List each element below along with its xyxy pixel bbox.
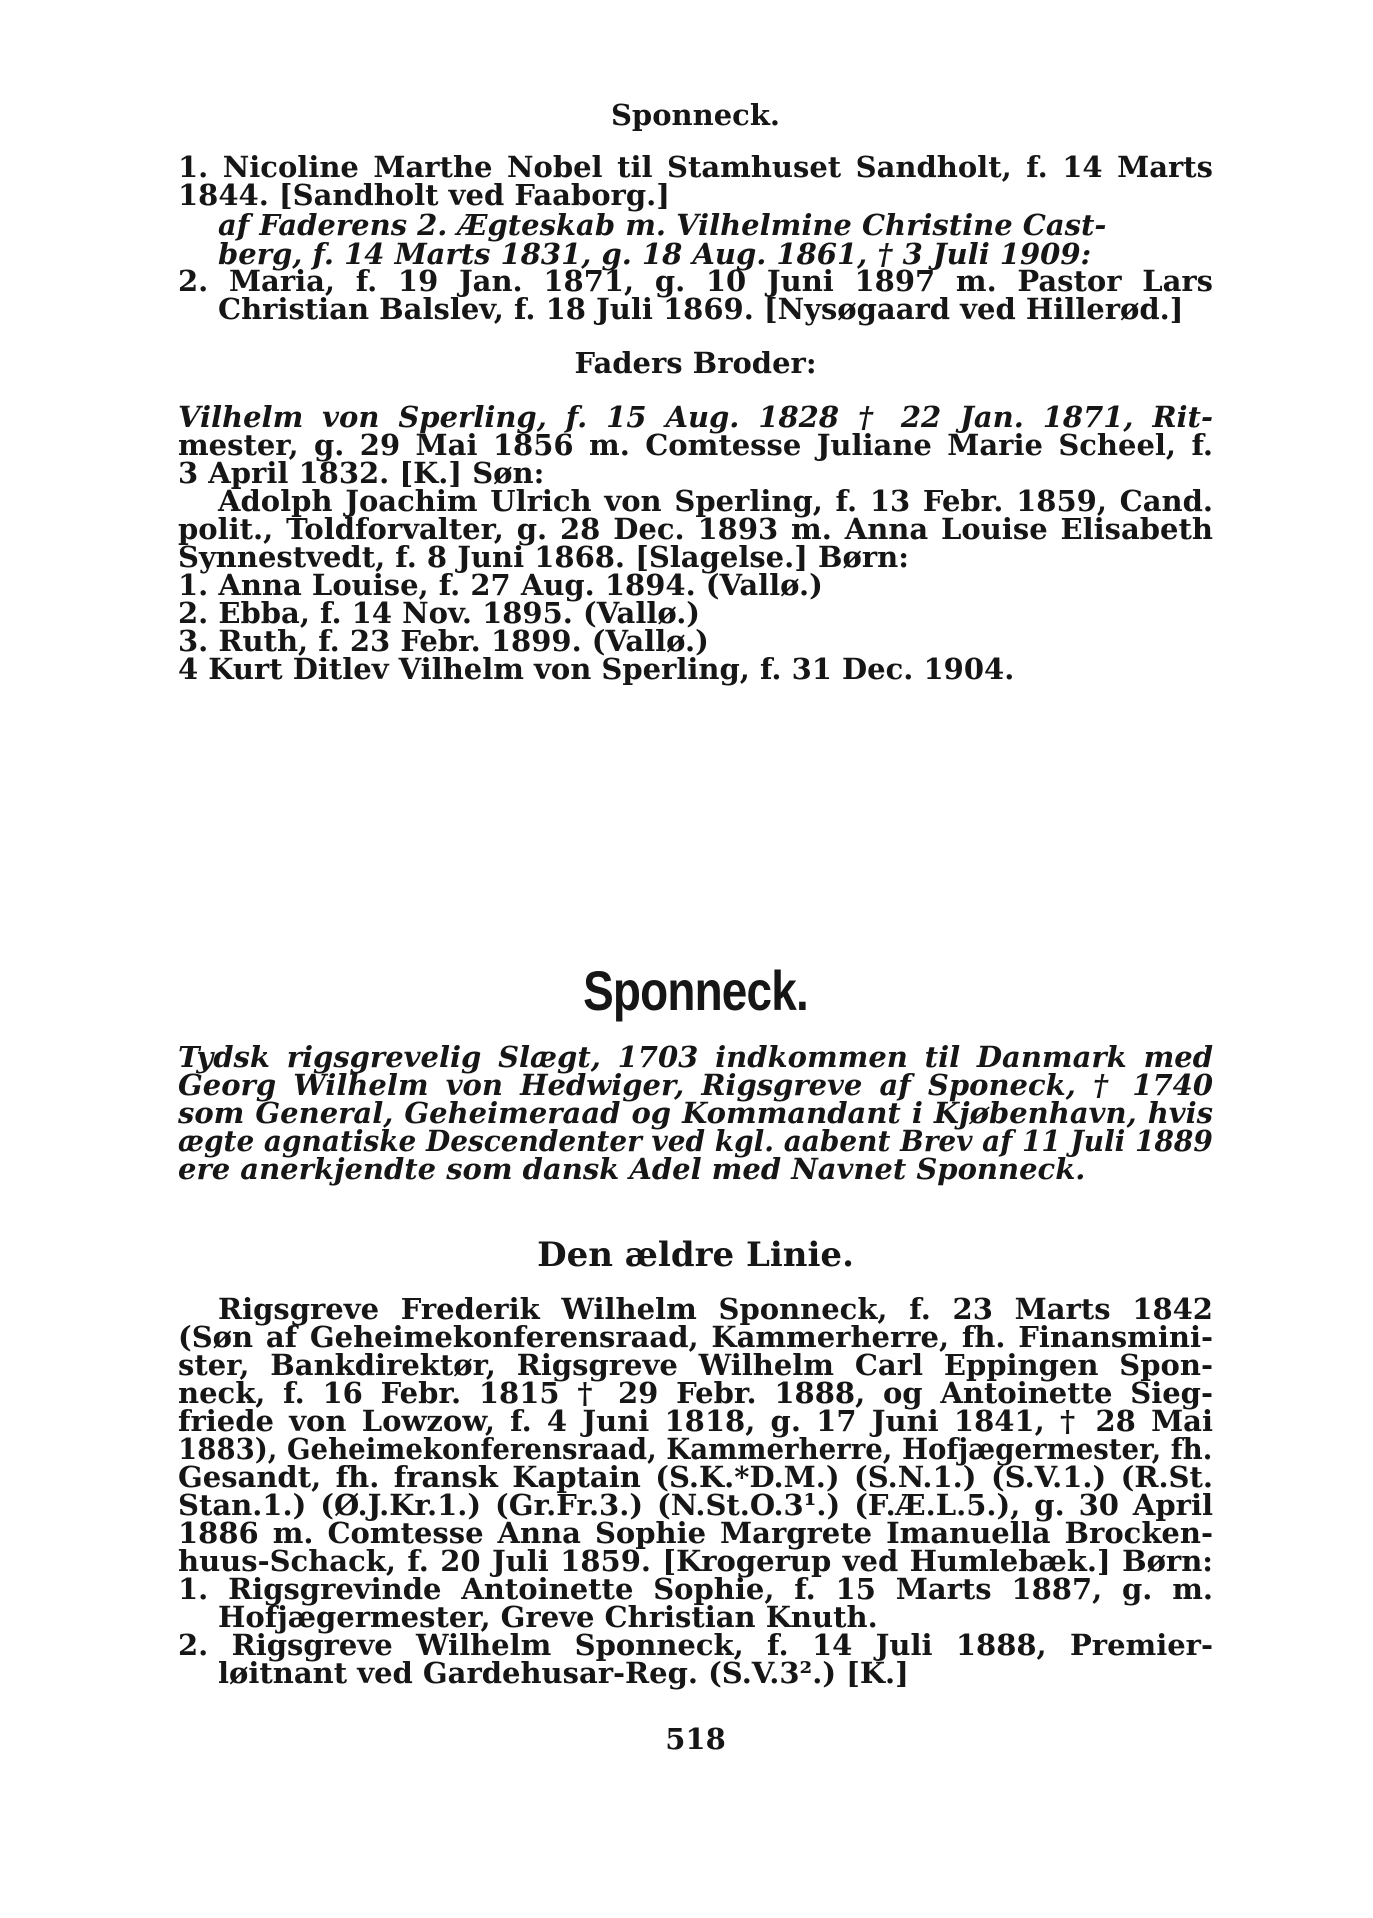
text-line: løitnant ved Gardehusar-Reg. (S.V.3².) [K.] [218, 1656, 909, 1690]
intro-line: Georg Wilhelm von Hedwiger, Rigsgreve af Sponeck, † 1740 [178, 1068, 1213, 1102]
text-line: 1. Rigsgrevinde Antoinette Sophie, f. 15 Marts 1887, g. m. [178, 1572, 1213, 1606]
text-line: 2. Ebba, f. 14 Nov. 1895. (Vallø.) [178, 596, 701, 630]
subsection-title: Den ældre Linie. [537, 1235, 854, 1275]
text-line: Hofjægermester, Greve Christian Knuth. [218, 1600, 878, 1634]
text-line: 1883), Geheimekonferensraad, Kammerherre, Hofjægermester, fh. [178, 1432, 1213, 1466]
text-line: Gesandt, fh. fransk Kaptain (S.K.*D.M.) (S.N.1.) (S.V.1.) (R.St. [178, 1460, 1213, 1494]
text-line: neck, f. 16 Febr. 1815 † 29 Febr. 1888, og Antoinette Sieg- [178, 1376, 1213, 1410]
text-line: Adolph Joachim Ulrich von Sperling, f. 13 Febr. 1859, Cand. [218, 484, 1213, 518]
text-line: friede von Lowzow, f. 4 Juni 1818, g. 17 Juni 1841, † 28 Mai [178, 1404, 1213, 1438]
section-title: Sponneck. [583, 959, 808, 1022]
text-line: 3. Ruth, f. 23 Febr. 1899. (Vallø.) [178, 624, 709, 658]
running-header: Sponneck. [610, 98, 781, 132]
text-line: 1844. [Sandholt ved Faaborg.] [178, 178, 670, 212]
text-line: 2. Rigsgreve Wilhelm Sponneck, f. 14 Juli 1888, Premier- [178, 1628, 1213, 1662]
text-line: berg, f. 14 Marts 1831, g. 18 Aug. 1861, † 3 Juli 1909: [218, 237, 1092, 271]
intro-line: som General, Geheimeraad og Kommandant i Kjøbenhavn, hvis [178, 1096, 1213, 1130]
text-line: 2. Maria, f. 19 Jan. 1871, g. 10 Juni 1897 m. Pastor Lars [178, 264, 1213, 298]
text-line: ster, Bankdirektør, Rigsgreve Wilhelm Carl Eppingen Spon- [178, 1348, 1213, 1382]
text-line: huus-Schack, f. 20 Juli 1859. [Krogerup ved Humlebæk.] Børn: [178, 1544, 1213, 1578]
intro-line: Tydsk rigsgrevelig Slægt, 1703 indkommen til Danmark med [178, 1040, 1213, 1074]
text-line: (Søn af Geheimekonferensraad, Kammerherre, fh. Finansmini- [178, 1320, 1213, 1354]
text-line: Rigsgreve Frederik Wilhelm Sponneck, f. 23 Marts 1842 [218, 1292, 1213, 1326]
text-line: polit., Toldforvalter, g. 28 Dec. 1893 m. Anna Louise Elisabeth [178, 512, 1213, 546]
intro-line: ere anerkjendte som dansk Adel med Navnet Sponneck. [178, 1152, 1086, 1186]
text-line: af Faderens 2. Ægteskab m. Vilhelmine Christine Cast- [218, 208, 1107, 242]
text-line: mester, g. 29 Mai 1856 m. Comtesse Juliane Marie Scheel, f. [178, 428, 1213, 462]
text-line: Vilhelm von Sperling, f. 15 Aug. 1828 † 22 Jan. 1871, Rit- [178, 400, 1213, 434]
text-line: 1886 m. Comtesse Anna Sophie Margrete Imanuella Brocken- [178, 1516, 1213, 1550]
text-line: Christian Balslev, f. 18 Juli 1869. [Nysøgaard ved Hillerød.] [218, 292, 1184, 326]
text-line: Stan.1.) (Ø.J.Kr.1.) (Gr.Fr.3.) (N.St.O.3¹.) (F.Æ.L.5.), g. 30 April [178, 1488, 1213, 1522]
text-line: 3 April 1832. [K.] Søn: [178, 456, 545, 490]
intro-line: ægte agnatiske Descendenter ved kgl. aabent Brev af 11 Juli 1889 [178, 1124, 1213, 1158]
text-line: 4 Kurt Ditlev Vilhelm von Sperling, f. 31 Dec. 1904. [178, 652, 1015, 686]
text-line: 1. Nicoline Marthe Nobel til Stamhuset Sandholt, f. 14 Marts [178, 150, 1213, 184]
faders-broder-heading: Faders Broder: [574, 346, 817, 380]
text-line: Synnestvedt, f. 8 Juni 1868. [Slagelse.] Børn: [178, 540, 909, 574]
page-number: 518 [665, 1722, 726, 1756]
text-line: 1. Anna Louise, f. 27 Aug. 1894. (Vallø.) [178, 568, 823, 602]
